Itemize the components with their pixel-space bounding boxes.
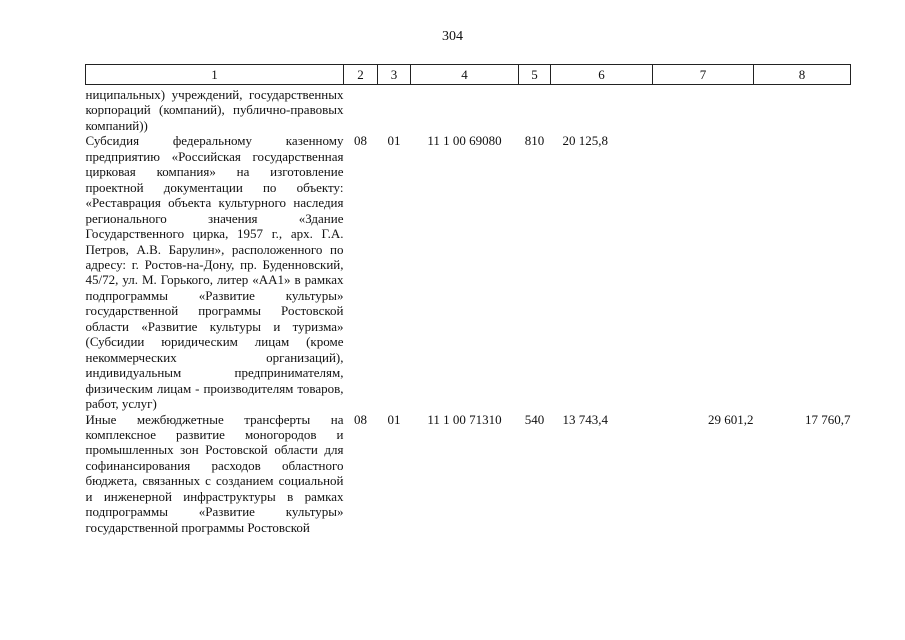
column-header: 4: [411, 65, 519, 85]
table-row: [86, 85, 851, 134]
row-description: ниципальных) учреждений, государственных корпораций (компаний), публично-правовых компаний)): [85, 87, 344, 133]
row-target-article: [411, 85, 519, 134]
budget-table: [85, 64, 851, 535]
row-amount-1: [551, 85, 653, 134]
row-expense-type: 810: [524, 133, 545, 149]
row-amount-1: 20 125,8: [562, 133, 608, 149]
table-row: [86, 133, 851, 411]
row-section: 08: [354, 411, 367, 427]
table-header-row: [86, 65, 851, 85]
row-target-article: 11 1 00 69080: [427, 133, 502, 149]
row-amount-2: [653, 85, 754, 134]
row-amount-2: [653, 133, 754, 411]
row-amount-3: 17 760,7: [805, 411, 851, 427]
column-header: 6: [551, 65, 653, 85]
row-amount-3: [754, 133, 851, 411]
column-header: 3: [378, 65, 411, 85]
table-row: [86, 412, 851, 536]
row-subsection: 01: [387, 411, 401, 427]
row-amount-3: [754, 85, 851, 134]
row-section: [344, 85, 378, 134]
column-header: 5: [519, 65, 551, 85]
row-amount-2: 29 601,2: [708, 411, 754, 427]
row-amount-1: 13 743,4: [562, 411, 608, 427]
row-description: Субсидия федеральному казенному предприятию «Российская государственная цирковая компания» на изготовление проектной документации по объекту: «Реставрация объекта культурного наследия регионального значения «Здание Государственного цирка, 1957 г., арх. Г.А. Петров, А.В. Барулин», расположенного по адресу: г. Ростов-на-Дону, пр. Буденновский, 45/72, ул. М. Горького, литер «АА1» в рамках подпрограммы «Развитие культуры» государственной программы Ростовской области «Развитие культуры и туризма» (Субсидии юридическим лицам (кроме некоммерческих организаций), индивидуальным предпринимателям, физическим лицам - производителям товаров, работ, услуг): [85, 133, 344, 412]
row-target-article: 11 1 00 71310: [427, 411, 502, 427]
row-subsection: [378, 85, 411, 134]
row-expense-type: 540: [524, 411, 545, 427]
column-header: 8: [754, 65, 851, 85]
row-subsection: 01: [387, 133, 401, 149]
column-header: 1: [86, 65, 344, 85]
row-section: 08: [354, 133, 367, 149]
page-number: 304: [442, 29, 463, 44]
column-header: 7: [653, 65, 754, 85]
row-description: Иные межбюджетные трансферты на комплексное развитие моногородов и промышленных зон Ростовской области для софинансирования расходов областного бюджета, связанных с созданием социальной и инженерной инфраструктуры в рамках подпрограммы «Развитие культуры» государственной программы Ростовской: [85, 411, 344, 535]
column-header: 2: [344, 65, 378, 85]
row-expense-type: [519, 85, 551, 134]
